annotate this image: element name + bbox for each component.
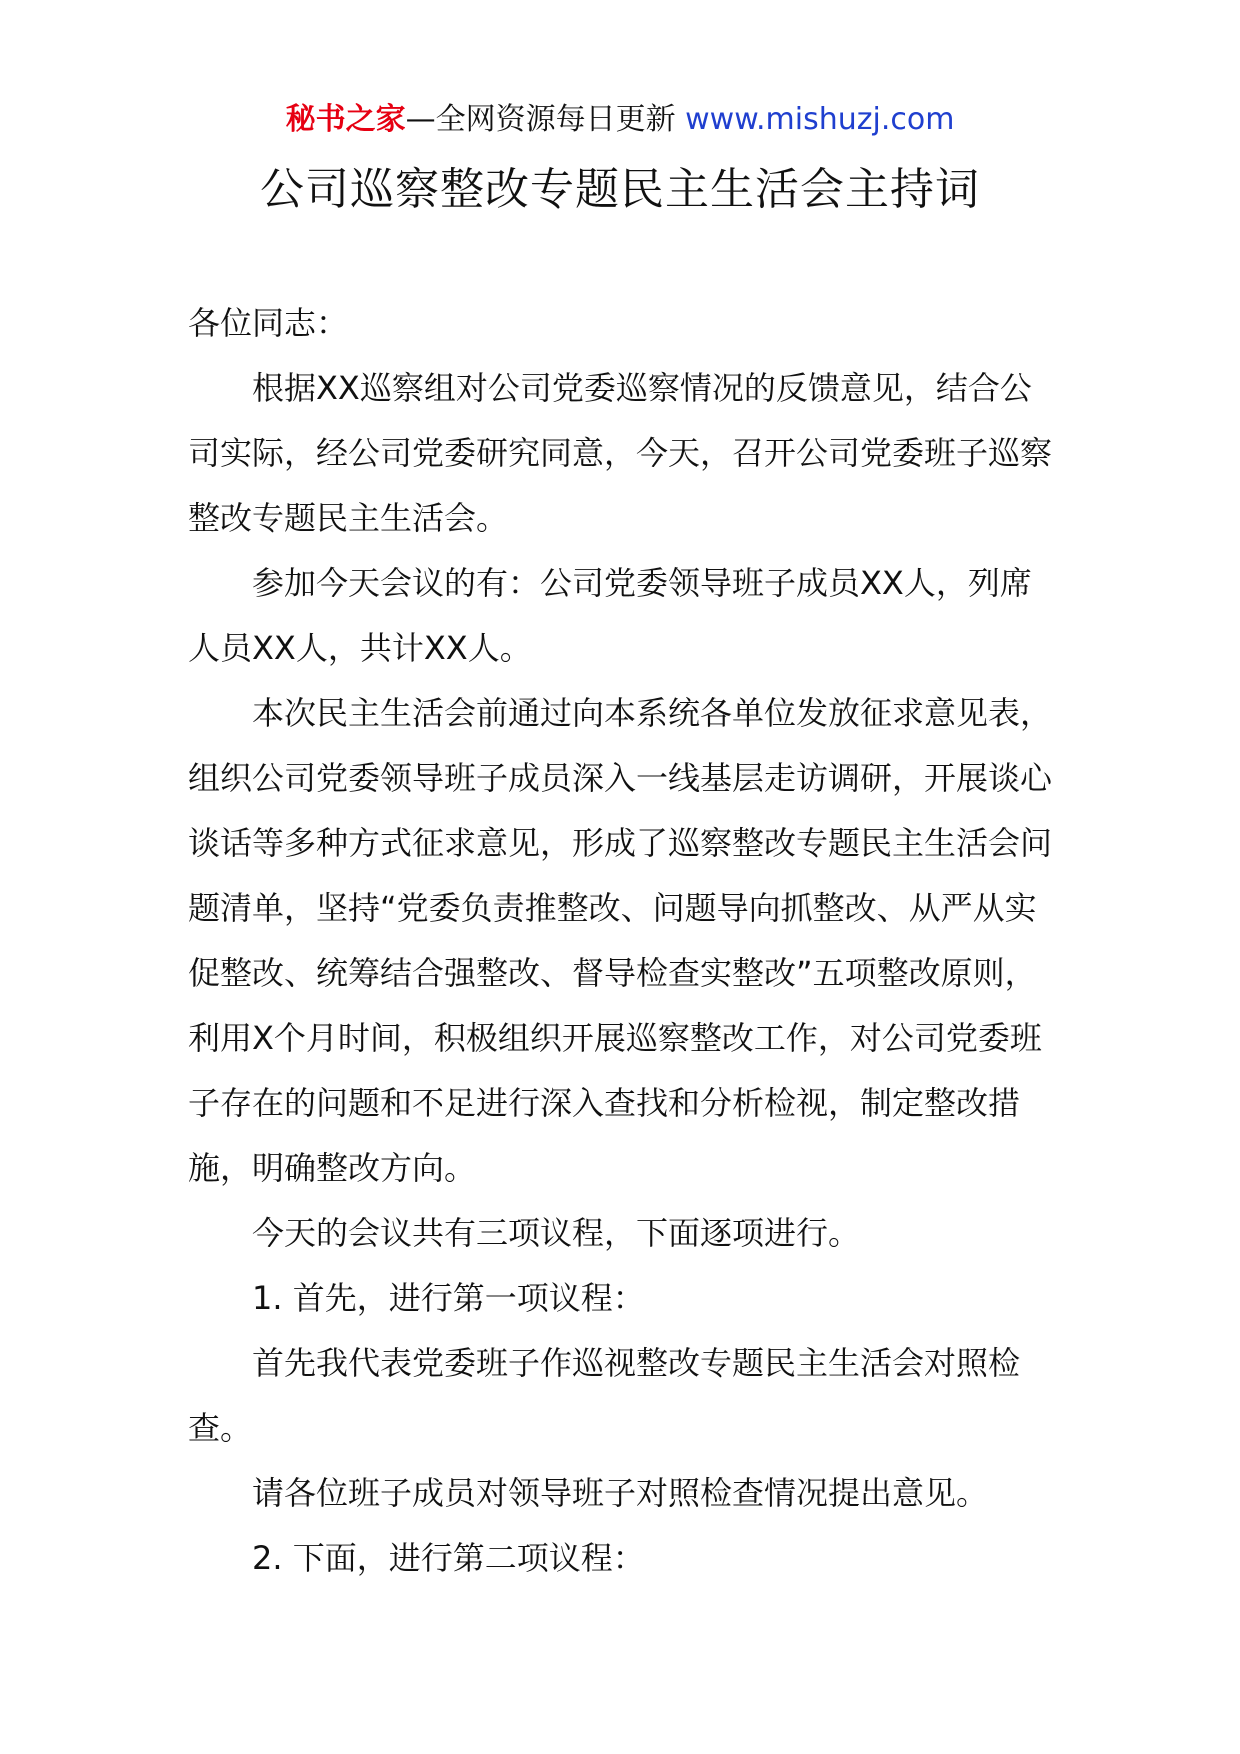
salutation: 各位同志： <box>188 304 349 342</box>
paragraph: 本次民主生活会前通过向本系统各单位发放征求意见表，组织公司党委领导班子成员深入一线基层走访调研，开展谈心谈话等多种方式征求意见，形成了巡察整改专题民主生活会问题清单，坚持“党委负责推整改、问题导向抓整改、从严从实促整改、统筹结合强整改、督导检查实整改”五项整改原则，利用X个月时间，积极组织开展巡察整改工作，对公司党委班子存在的问题和不足进行深入查找和分析检视，制定整改措施，明确整改方向。 <box>188 694 1053 1187</box>
paragraph: 参加今天会议的有：公司党委领导班子成员XX人，列席人员XX人，共计XX人。 <box>188 564 1032 667</box>
paragraph: 根据XX巡察组对公司党委巡察情况的反馈意见，结合公司实际，经公司党委研究同意，今天，召开公司党委班子巡察整改专题民主生活会。 <box>188 369 1053 537</box>
paragraph: 今天的会议共有三项议程，下面逐项进行。 <box>252 1214 861 1252</box>
document-title: 公司巡察整改专题民主生活会主持词 <box>260 164 980 215</box>
paragraph: 请各位班子成员对领导班子对照检查情况提出意见。 <box>252 1474 989 1512</box>
paragraph: 首先我代表党委班子作巡视整改专题民主生活会对照检查。 <box>188 1344 1021 1447</box>
site-url-link[interactable]: www.mishuzj.com <box>685 102 955 137</box>
agenda-item-1-heading: 1. 首先，进行第一项议程： <box>252 1279 645 1317</box>
document-body <box>188 291 1056 1591</box>
header-banner <box>0 100 1240 140</box>
brand-name: 秘书之家 <box>285 102 406 137</box>
header-tagline: —全网资源每日更新 <box>405 102 686 137</box>
agenda-item-2-heading: 2. 下面，进行第二项议程： <box>252 1539 645 1577</box>
